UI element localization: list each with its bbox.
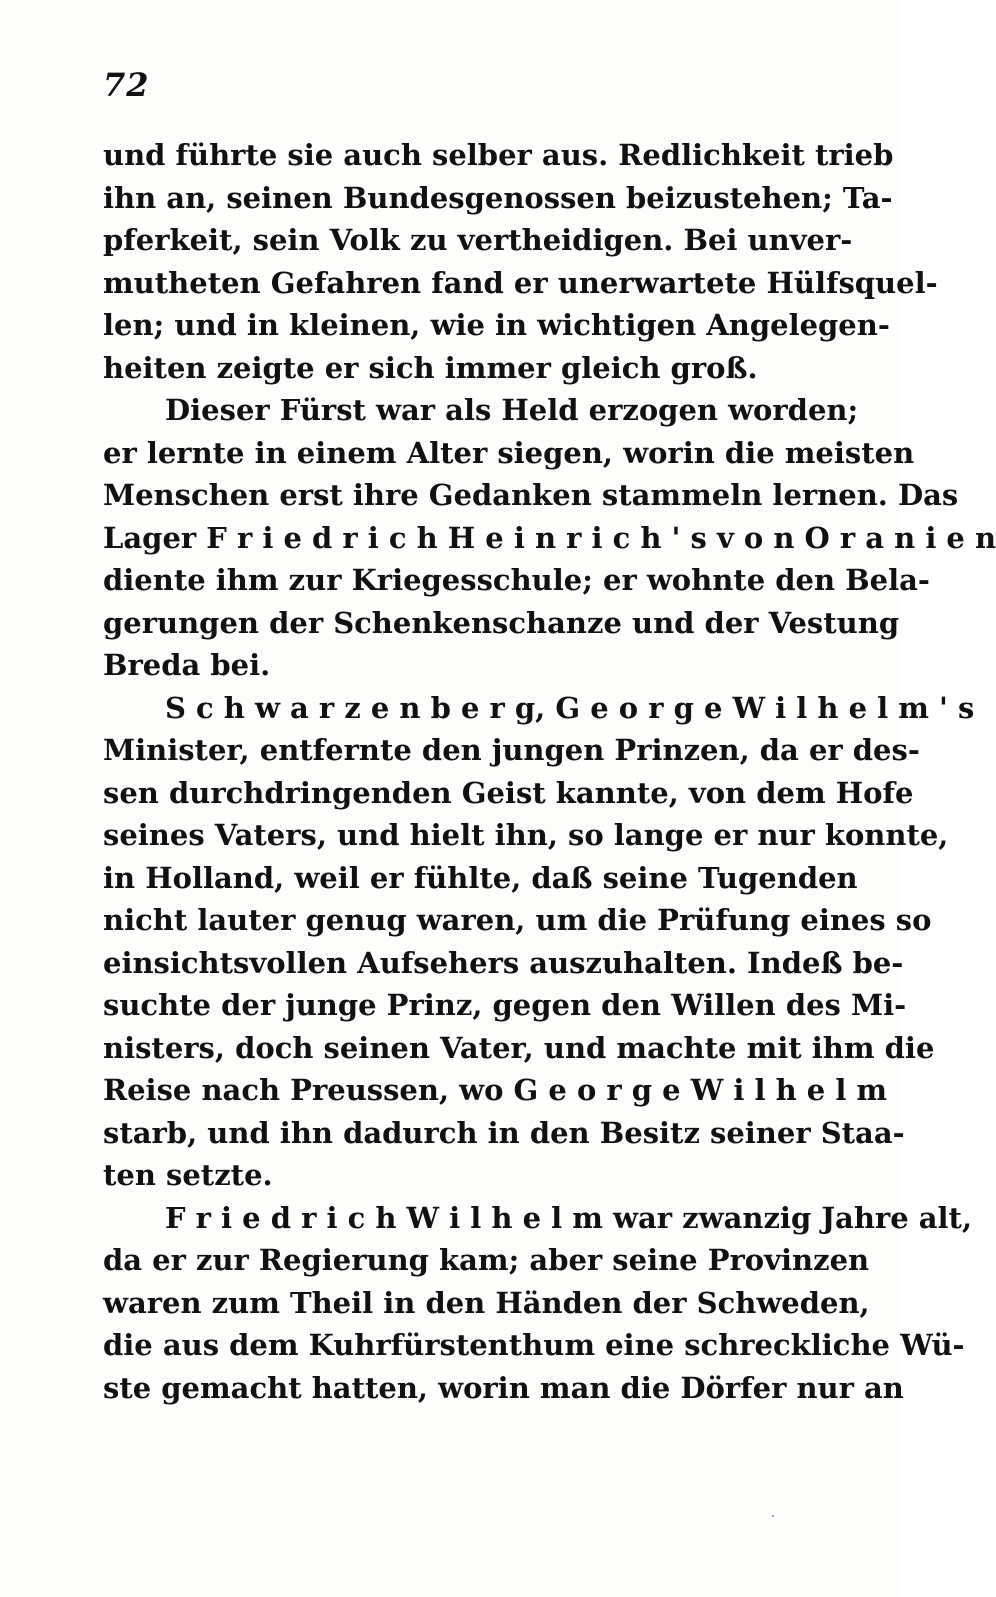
text-line: in Holland, weil er fühlte, daß seine Tugenden (103, 860, 858, 895)
text-line: ste gemacht hatten, worin man die Dörfer nur an (103, 1370, 904, 1405)
text-line: ihn an, seinen Bundesgenossen beizustehen; Ta- (103, 180, 893, 215)
text-line: pferkeit, sein Volk zu vertheidigen. Bei unver- (103, 223, 853, 257)
text-line: S c h w a r z e n b e r g, G e o r g e W i l h e l m ' s (165, 690, 975, 725)
paper-speck (772, 1515, 774, 1517)
text-line: len; und in kleinen, wie in wichtigen Angelegen- (103, 308, 890, 342)
body-text (103, 134, 996, 1409)
text-line: gerungen der Schenkenschanze und der Vestung (103, 605, 900, 640)
text-line: starb, und ihn dadurch in den Besitz seiner Staa- (103, 1115, 905, 1150)
text-line: er lernte in einem Alter siegen, worin die meisten (103, 435, 915, 470)
text-line: Reise nach Preussen, wo G e o r g e W i l h e l m (103, 1073, 888, 1107)
text-line: einsichtsvollen Aufsehers auszuhalten. Indeß be- (103, 945, 904, 980)
text-line: nicht lauter genug waren, um die Prüfung eines so (103, 903, 932, 937)
text-line: suchte der junge Prinz, gegen den Willen des Mi- (103, 988, 907, 1022)
text-line: F r i e d r i c h W i l h e l m war zwanzig Jahre alt, (165, 1200, 973, 1235)
text-line: waren zum Theil in den Händen der Schweden, (103, 1285, 870, 1320)
text-line: seines Vaters, und hielt ihn, so lange er nur konnte, (103, 818, 949, 852)
text-line: Menschen erst ihre Gedanken stammeln lernen. Das (103, 478, 959, 512)
text-line: diente ihm zur Kriegesschule; er wohnte den Bela- (103, 563, 930, 597)
text-line: sen durchdringenden Geist kannte, von dem Hofe (103, 775, 914, 810)
text-line: Minister, entfernte den jungen Prinzen, da er des- (103, 733, 920, 767)
text-line: da er zur Regierung kam; aber seine Provinzen (103, 1243, 870, 1277)
page-number: 72 (103, 66, 150, 104)
text-line: Breda bei. (103, 648, 271, 682)
text-line: mutheten Gefahren fand er unerwartete Hülfsquel- (103, 265, 938, 300)
text-line: und führte sie auch selber aus. Redlichkeit trieb (103, 138, 894, 172)
text-line: Lager F r i e d r i c h H e i n r i c h ' s v o n O r a n i e n (103, 520, 996, 555)
text-line: ten setzte. (103, 1158, 273, 1192)
text-line: die aus dem Kuhrfürstenthum eine schreckliche Wü- (103, 1328, 965, 1362)
text-line: nisters, doch seinen Vater, und machte mit ihm die (103, 1030, 935, 1065)
text-line: heiten zeigte er sich immer gleich groß. (103, 350, 758, 385)
text-line: Dieser Fürst war als Held erzogen worden; (165, 393, 859, 427)
